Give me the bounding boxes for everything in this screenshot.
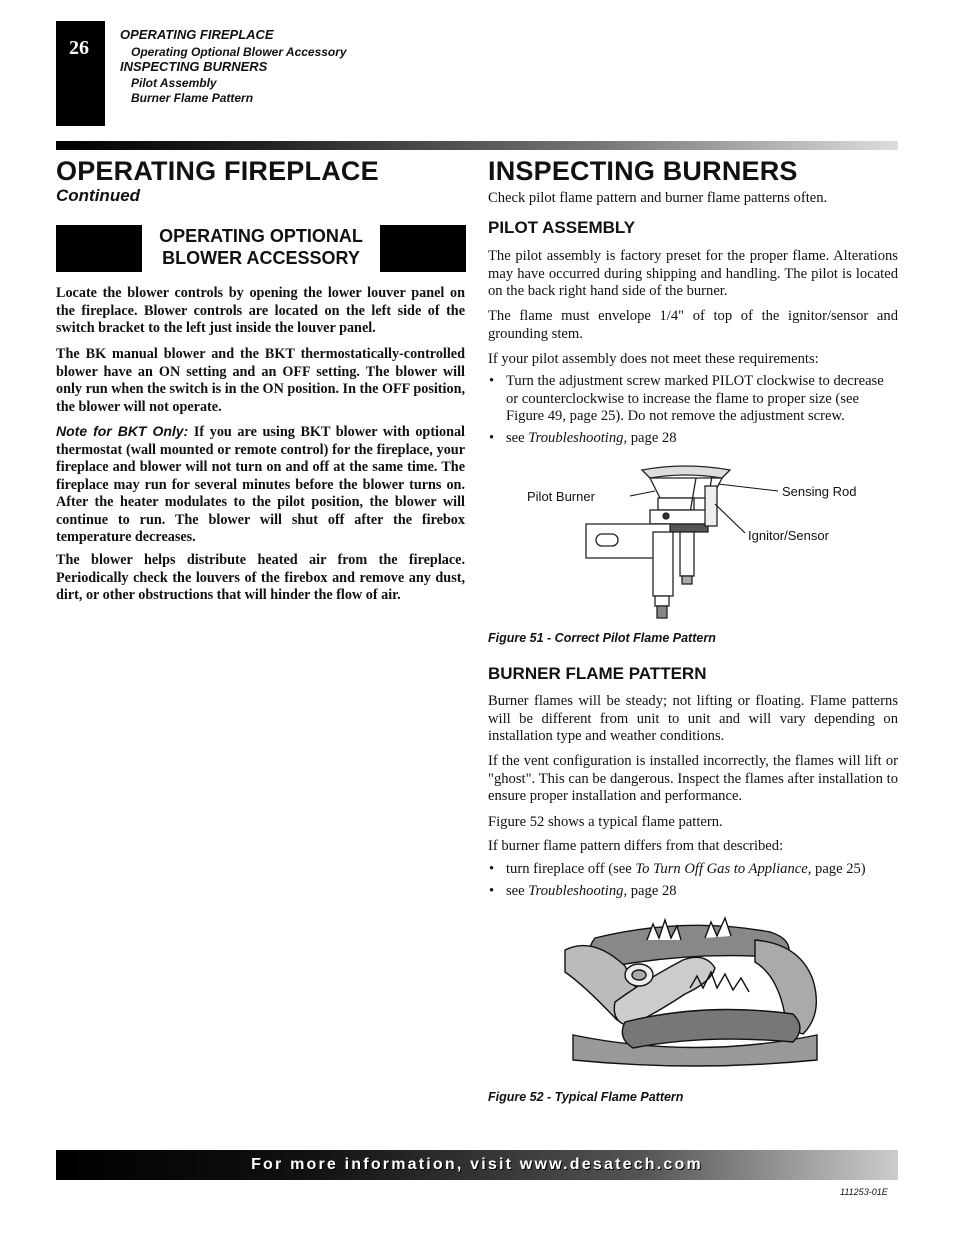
header-rule: [56, 141, 898, 150]
pilot-paragraph-1: The pilot assembly is factory preset for the proper flame. Alterations may have occurred during shipping and handling. The pilot is located on the back right hand side of the burner.: [488, 248, 898, 300]
toc-blower-accessory: Operating Optional Blower Accessory: [131, 45, 347, 59]
blower-paragraph-4: The blower helps distribute heated air from the fireplace. Periodically check the louvers of the firebox and remove any dust, dirt, or other obstructions that will hinder the flow of air.: [56, 552, 465, 603]
page-number-block: [56, 21, 105, 126]
blower-paragraph-2: The BK manual blower and the BKT thermostatically-controlled blower have an ON setting and an OFF setting. The blower will only run when the switch is in the ON position. In the OFF position, the blower will not operate.: [56, 346, 466, 415]
toc-inspecting-burners: INSPECTING BURNERS: [120, 59, 268, 74]
continued-label: Continued: [56, 186, 141, 205]
burner-paragraph-2: If the vent configuration is installed incorrectly, the flames will lift or "ghost". This can be dangerous. Inspect the flames after installation to ensure proper installation and performance.: [488, 753, 898, 805]
toc-burner-flame-pattern: Burner Flame Pattern: [131, 91, 254, 105]
flame-pattern-figure: [555, 910, 830, 1075]
burner-paragraph-1: Burner flames will be steady; not lifting or floating. Flame patterns will be different from unit to unit and will vary depending on installation type and weather conditions.: [488, 693, 898, 745]
burner-bullet-2: • see Troubleshooting, page 28: [489, 883, 677, 899]
sensing-rod-label: Sensing Rod: [782, 484, 857, 499]
burner-flame-pattern-heading: BURNER FLAME PATTERN: [488, 664, 707, 683]
pilot-paragraph-2: The flame must envelope 1/4" of top of the ignitor/sensor and grounding stem.: [488, 308, 898, 342]
blower-heading-line2: BLOWER ACCESSORY: [162, 248, 360, 268]
inspecting-burners-title: INSPECTING BURNERS: [488, 156, 798, 186]
subsection-bar-right: [380, 225, 466, 272]
figure-52-caption: Figure 52 - Typical Flame Pattern: [488, 1090, 684, 1104]
blower-heading-line1: OPERATING OPTIONAL: [159, 226, 363, 246]
pilot-bullet-1: • Turn the adjustment screw marked PILOT clockwise to decrease or counterclockwise to increase the flame to proper size (see Figure 49, page 25). Do not remove the adjustment screw.: [489, 373, 884, 425]
toc-pilot-assembly: Pilot Assembly: [131, 76, 217, 90]
bkt-note-label: Note for BKT Only:: [56, 423, 189, 439]
figure-51-caption: Figure 51 - Correct Pilot Flame Pattern: [488, 631, 716, 645]
burner-bullet-1: • turn fireplace off (see To Turn Off Gas to Appliance, page 25): [489, 861, 866, 877]
pilot-bullet-2: • see Troubleshooting, page 28: [489, 430, 677, 446]
ignitor-sensor-label: Ignitor/Sensor: [748, 528, 829, 543]
pilot-burner-label: Pilot Burner: [527, 489, 595, 504]
operating-fireplace-title: OPERATING FIREPLACE: [56, 156, 379, 186]
blower-paragraph-3: [56, 423, 465, 547]
blower-paragraph-1: Locate the blower controls by opening the lower louver panel on the fireplace. Blower controls are located on the left side of the switch bracket to the left just inside the louver panel.: [56, 285, 465, 336]
footer-website-link[interactable]: For more information, visit www.desatech.com: [251, 1156, 703, 1173]
footer-bar: [56, 1150, 898, 1180]
inspecting-intro: Check pilot flame pattern and burner flame patterns often.: [488, 190, 828, 206]
toc-operating-fireplace: OPERATING FIREPLACE: [120, 27, 274, 42]
burner-paragraph-3: Figure 52 shows a typical flame pattern.: [488, 814, 723, 830]
burner-paragraph-4: If burner flame pattern differs from that described:: [488, 838, 784, 854]
pilot-assembly-heading: PILOT ASSEMBLY: [488, 218, 636, 237]
document-number: 111253-01E: [840, 1187, 888, 1197]
pilot-paragraph-3: If your pilot assembly does not meet these requirements:: [488, 351, 819, 367]
blower-accessory-heading: [143, 225, 379, 269]
page-number: 26: [69, 37, 89, 59]
bkt-note-text: If you are using BKT blower with optional thermostat (wall mounted or remote control) for the fireplace, your fireplace and blower will not turn on and off at the same time. The fireplace may run for several minutes before the blower turns on. After the heater modulates to the pilot position, the blower will continue to run. The blower will shut off after the firebox temperature decreases.: [56, 424, 466, 545]
subsection-bar-left: [56, 225, 142, 272]
